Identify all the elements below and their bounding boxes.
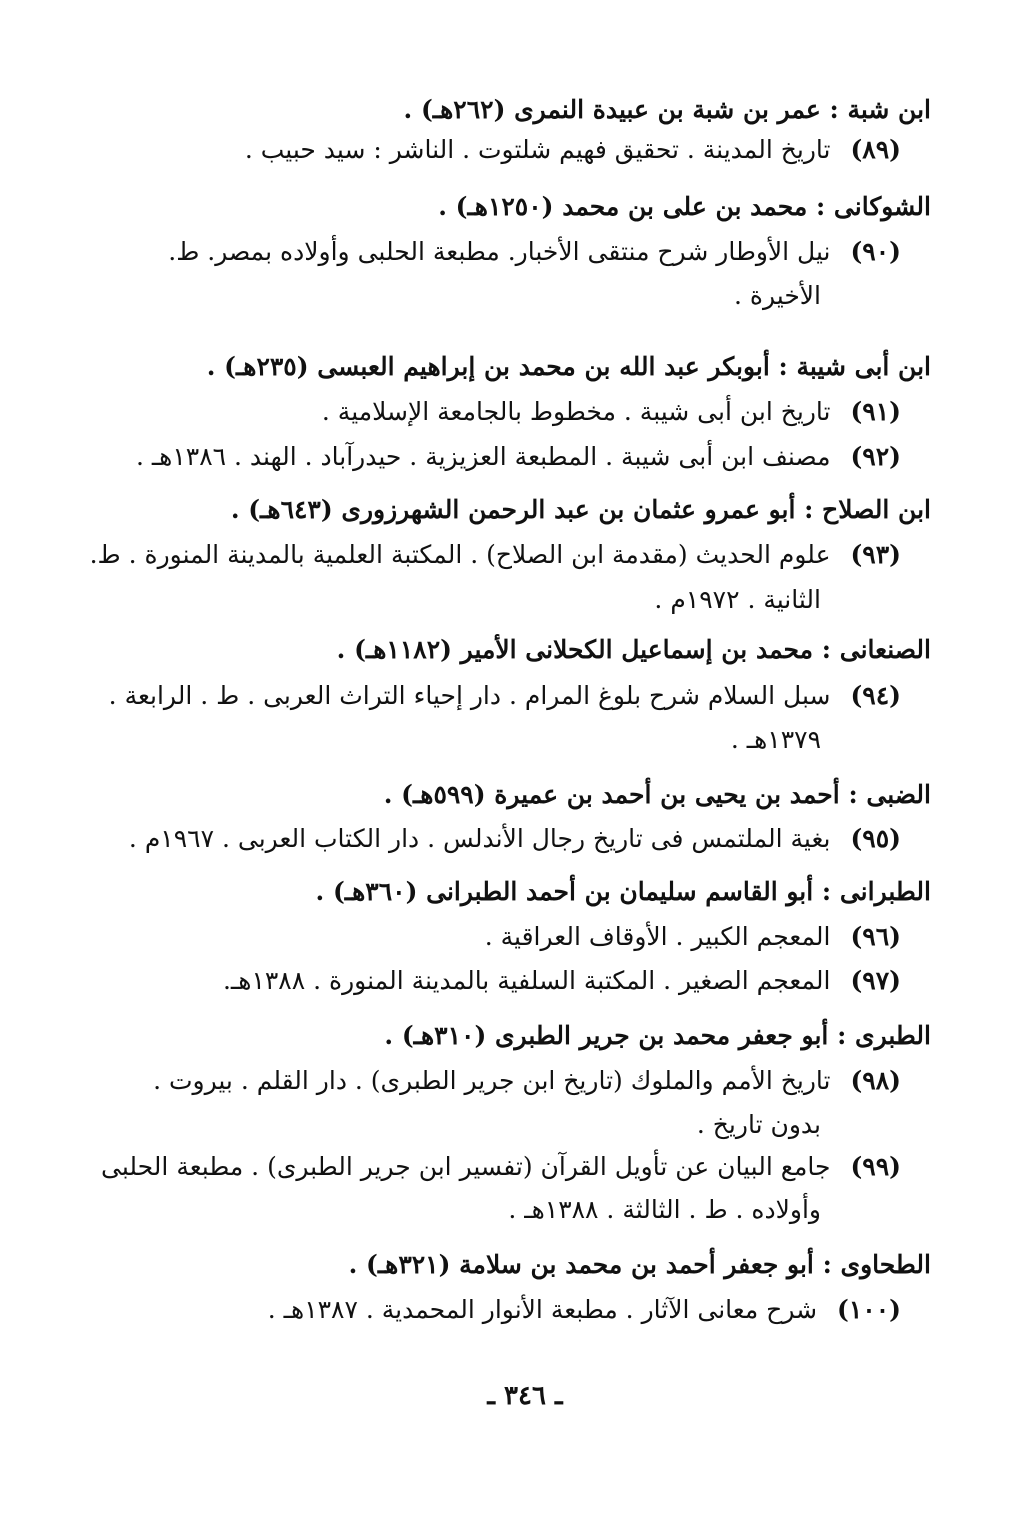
author-name: الصنعانى : (821, 635, 931, 664)
reference-number: (٩٥) (850, 824, 901, 853)
reference-text: تاريخ ابن أبى شيبة . مخطوط بالجامعة الإسلامية . (321, 397, 831, 426)
author-name: الطبرانى : (821, 877, 931, 906)
entry-header (71, 187, 931, 227)
reference-item (71, 1061, 901, 1101)
reference-number: (٩٦) (850, 922, 901, 951)
entry-header (71, 347, 931, 387)
reference-text: تاريخ المدينة . تحقيق فهيم شلتوت . الناشر : سيد حبيب . (244, 135, 831, 164)
reference-number: (٨٩) (850, 135, 901, 164)
entry-header (71, 872, 931, 912)
reference-text: شرح معانى الآثار . مطبعة الأنوار المحمدية . ١٣٨٧هـ . (267, 1295, 818, 1324)
reference-item (71, 392, 901, 432)
reference-item (71, 676, 901, 716)
reference-item (71, 1147, 901, 1187)
reference-text: علوم الحديث (مقدمة ابن الصلاح) . المكتبة العلمية بالمدينة المنورة . ط. (89, 540, 831, 569)
reference-item (71, 535, 901, 575)
author-desc: أبو جعفر أحمد بن محمد بن سلامة (٣٢١هـ) . (348, 1250, 814, 1279)
reference-item (71, 1290, 901, 1330)
author-desc: أحمد بن يحيى بن أحمد بن عميرة (٥٩٩هـ) . (383, 780, 840, 809)
author-name: ابن الصلاح : (804, 495, 931, 524)
reference-number: (٩١) (850, 397, 901, 426)
reference-text: المعجم الصغير . المكتبة السلفية بالمدينة المنورة . ١٣٨٨هـ. (222, 966, 831, 995)
entry-header (71, 1245, 931, 1285)
reference-number: (٩٨) (850, 1066, 901, 1095)
reference-continuation: وأولاده . ط . الثالثة . ١٣٨٨هـ . (508, 1195, 821, 1224)
reference-number: (٩٧) (850, 966, 901, 995)
reference-number: (٩٤) (850, 681, 901, 710)
reference-text: المعجم الكبير . الأوقاف العراقية . (484, 922, 831, 951)
reference-item (71, 130, 901, 170)
reference-number: (٩٠) (850, 237, 901, 266)
reference-continuation: بدون تاريخ . (696, 1110, 821, 1139)
reference-text: نيل الأوطار شرح منتقى الأخبار. مطبعة الحلبى وأولاده بمصر. ط. (168, 237, 831, 266)
page-number: ـ ٣٤٦ ـ (487, 1381, 563, 1411)
reference-number: (٩٣) (850, 540, 901, 569)
author-name: الطحاوى : (822, 1250, 931, 1279)
reference-number: (٩٩) (850, 1152, 901, 1181)
author-desc: أبو القاسم سليمان بن أحمد الطبرانى (٣٦٠هـ) . (315, 877, 814, 906)
reference-item (71, 917, 901, 957)
author-name: ابن أبى شيبة : (778, 352, 931, 381)
entry-header (71, 630, 931, 670)
reference-continuation: الأخيرة . (734, 281, 821, 310)
author-name: الطبرى : (837, 1021, 931, 1050)
author-name: الضبى : (848, 780, 931, 809)
reference-number: (٩٢) (850, 442, 901, 471)
author-desc: عمر بن شبة بن عبيدة النمرى (٢٦٢هـ) . (403, 95, 821, 124)
reference-text: بغية الملتمس فى تاريخ رجال الأندلس . دار الكتاب العربى . ١٩٦٧م . (128, 824, 831, 853)
author-desc: محمد بن إسماعيل الكحلانى الأمير (١١٨٢هـ) . (336, 635, 814, 664)
entry-header (71, 90, 931, 130)
reference-text: تاريخ الأمم والملوك (تاريخ ابن جرير الطبرى) . دار القلم . بيروت . (153, 1066, 831, 1095)
reference-item (71, 232, 901, 272)
reference-continuation: ١٣٧٩هـ . (730, 725, 821, 754)
reference-text: سبل السلام شرح بلوغ المرام . دار إحياء التراث العربى . ط . الرابعة . (108, 681, 831, 710)
reference-continuation: الثانية . ١٩٧٢م . (654, 585, 821, 614)
reference-text: جامع البيان عن تأويل القرآن (تفسير ابن جرير الطبرى) . مطبعة الحلبى (101, 1152, 831, 1181)
entry-header (71, 490, 931, 530)
author-desc: أبو جعفر محمد بن جرير الطبرى (٣١٠هـ) . (384, 1021, 829, 1050)
reference-item (71, 437, 901, 477)
reference-item (71, 819, 901, 859)
reference-number: (١٠٠) (837, 1295, 901, 1324)
author-desc: أبو عمرو عثمان بن عبد الرحمن الشهرزورى (٦٤٣هـ) . (230, 495, 796, 524)
reference-item (71, 961, 901, 1001)
entry-header (71, 775, 931, 815)
author-desc: أبوبكر عبد الله بن محمد بن إبراهيم العبسى (٢٣٥هـ) . (206, 352, 770, 381)
author-name: الشوكانى : (815, 192, 931, 221)
author-name: ابن شبة : (829, 95, 931, 124)
author-desc: محمد بن على بن محمد (١٢٥٠هـ) . (438, 192, 808, 221)
entry-header (71, 1016, 931, 1056)
reference-text: مصنف ابن أبى شيبة . المطبعة العزيزية . حيدرآباد . الهند . ١٣٨٦هـ . (135, 442, 831, 471)
